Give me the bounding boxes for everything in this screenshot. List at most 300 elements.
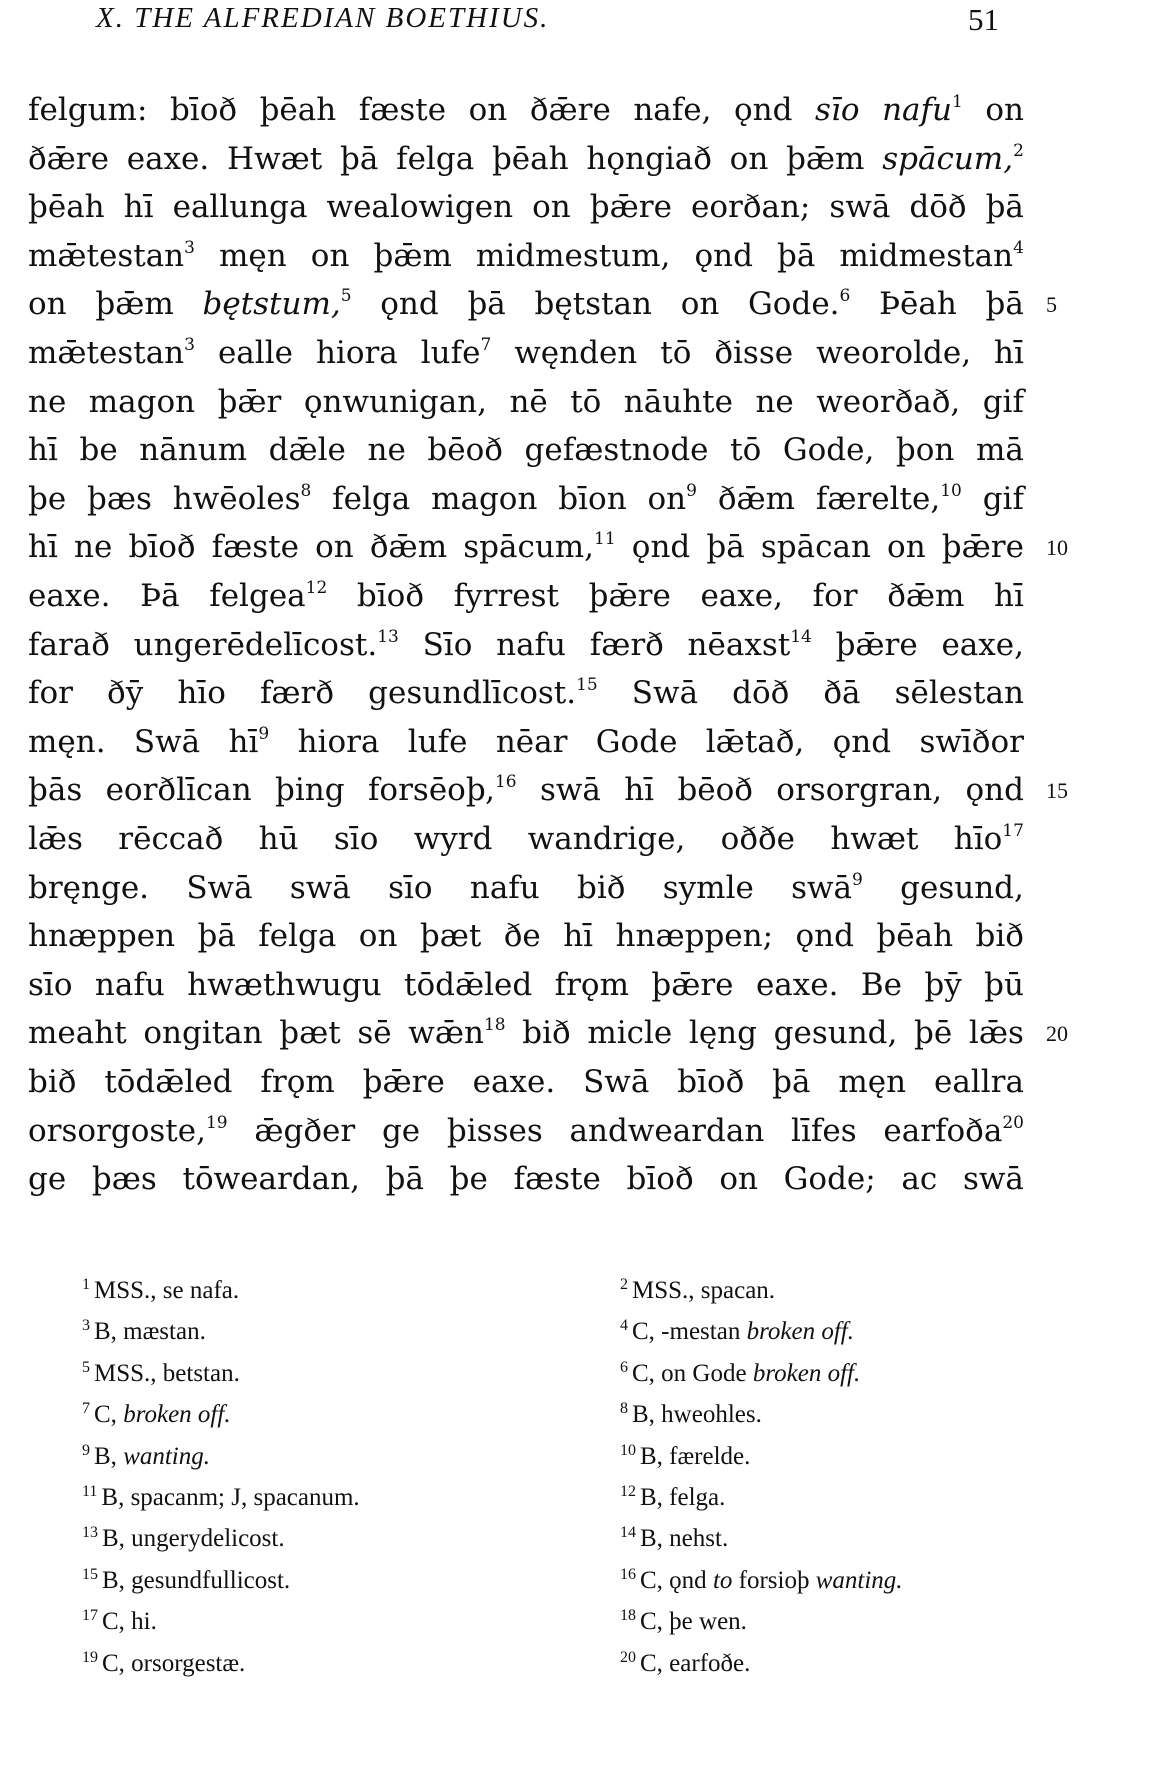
text-line	[28, 621, 1024, 670]
text-run: færð	[259, 675, 335, 712]
word	[986, 280, 1024, 329]
text-run: ðā	[823, 675, 861, 712]
text-run: bēoð	[427, 432, 503, 469]
footnote	[82, 1643, 245, 1684]
text-run: swā	[962, 1161, 1024, 1198]
word	[589, 572, 671, 621]
text-run: hīo	[953, 821, 1003, 857]
word	[816, 378, 960, 427]
word	[368, 426, 406, 475]
word	[813, 572, 858, 621]
word	[380, 280, 438, 329]
word	[260, 669, 334, 718]
word	[388, 864, 433, 913]
footnote-ref: 4	[620, 1317, 628, 1335]
word	[279, 1009, 340, 1058]
footnote-ref: 17	[82, 1607, 98, 1625]
word	[28, 572, 111, 621]
word	[756, 961, 839, 1010]
text-run: ðȳ	[107, 675, 144, 712]
text-run: węnden	[514, 335, 638, 371]
text-run: fæste	[358, 92, 447, 128]
word	[269, 426, 346, 475]
word	[334, 815, 379, 864]
text-line	[28, 523, 1024, 572]
footnote-ref: 6	[839, 286, 851, 307]
text-run: on	[28, 286, 67, 323]
text-run: þā	[776, 237, 816, 274]
word	[470, 864, 540, 913]
text-run: hī	[228, 723, 259, 760]
page-number: 51	[968, 2, 999, 37]
text-run: þing	[275, 772, 345, 809]
word	[791, 1107, 857, 1156]
word	[229, 718, 270, 767]
word	[596, 718, 678, 767]
text-line	[28, 572, 1024, 621]
text-run: MSS., se nafa.	[94, 1277, 240, 1304]
footnote	[82, 1601, 157, 1642]
text-run: þēah	[259, 92, 337, 128]
text-run: þe	[449, 1161, 488, 1198]
text-run: wanting.	[815, 1566, 903, 1594]
text-run: sīo	[333, 821, 379, 857]
footnote	[82, 1353, 240, 1394]
word	[311, 232, 350, 281]
text-run: færð	[589, 626, 664, 663]
word	[783, 426, 874, 475]
word	[895, 669, 1024, 718]
word	[901, 1155, 937, 1204]
line-number: 20	[1046, 1021, 1068, 1047]
text-run: færelte,	[815, 480, 941, 517]
text-run: ealle	[217, 335, 293, 371]
text-run: ǫnd	[380, 286, 439, 323]
text-run: broken off.	[746, 1318, 854, 1346]
word	[887, 523, 926, 572]
text-run: felga	[332, 480, 411, 517]
text-run: þās	[28, 772, 83, 809]
text-run: þǣm	[373, 237, 452, 274]
word	[92, 1155, 157, 1204]
word	[772, 1058, 810, 1107]
word	[632, 669, 698, 718]
footnote-ref: 18	[483, 1015, 506, 1036]
text-run: on	[310, 237, 350, 274]
word	[420, 912, 481, 961]
word	[983, 378, 1024, 427]
text-run: þā	[772, 1064, 811, 1100]
text-run: Be	[860, 966, 902, 1003]
word	[28, 426, 58, 475]
text-run: Gode,	[782, 432, 875, 469]
text-run: hiora	[315, 335, 398, 371]
text-run: C, ǫnd	[640, 1566, 713, 1594]
text-run: bīoð	[626, 1161, 694, 1198]
text-run: ne	[367, 432, 406, 469]
footnote-ref: 13	[82, 1524, 98, 1542]
text-run: C,	[94, 1401, 124, 1429]
text-run: fyrrest	[453, 578, 559, 614]
footnote	[82, 1560, 290, 1601]
text-run: þēah	[28, 189, 105, 226]
word	[829, 183, 890, 232]
word	[28, 475, 66, 524]
text-run: Swā	[631, 675, 699, 712]
text-run: ǫnd	[734, 92, 793, 128]
word	[632, 523, 690, 572]
word	[795, 912, 853, 961]
text-run: þǣre	[941, 529, 1024, 566]
text-run: wealowigen	[326, 189, 514, 226]
text-run: þā	[467, 286, 506, 323]
text-run: ne	[755, 383, 794, 420]
word	[963, 1155, 1024, 1204]
footnote-ref: 16	[620, 1565, 636, 1583]
text-run: Gode.	[748, 286, 840, 323]
text-run: nafu	[469, 869, 540, 906]
text-run: hī	[624, 772, 655, 809]
word	[87, 475, 152, 524]
text-run: męn	[838, 1064, 907, 1100]
text-run: swā	[829, 189, 891, 226]
text-run: sēlestan	[894, 675, 1024, 712]
word	[838, 1058, 906, 1107]
text-run: bēoð	[677, 772, 753, 809]
text-run: B, færelde.	[640, 1442, 751, 1470]
text-run: nāuhte	[623, 383, 733, 420]
word	[28, 1155, 66, 1204]
text-run: C, þe wen.	[640, 1608, 747, 1636]
text-run: dǣle	[268, 432, 346, 469]
text-run: frǫm	[554, 966, 629, 1003]
word	[815, 86, 860, 135]
text-run: felga	[396, 140, 475, 177]
text-run: C, orsorgestæ.	[102, 1649, 246, 1677]
text-run: forsioþ	[732, 1566, 816, 1594]
text-run: nafu	[496, 626, 566, 663]
text-run: þæt	[279, 1015, 341, 1052]
word	[259, 815, 299, 864]
text-run: ǣgðer	[254, 1112, 356, 1149]
text-run: hū	[258, 821, 299, 857]
word	[540, 766, 601, 815]
word	[28, 1107, 228, 1156]
word	[396, 135, 474, 184]
word	[275, 766, 345, 815]
text-run: rēccað	[118, 821, 224, 857]
text-run: hīo	[177, 675, 226, 712]
word	[134, 621, 399, 670]
word	[28, 961, 73, 1010]
text-run: hī	[994, 335, 1024, 371]
text-run: spācum,	[463, 529, 595, 566]
word	[791, 864, 863, 913]
text-line	[28, 1058, 1024, 1107]
word	[577, 864, 625, 913]
text-run: eaxe.	[28, 578, 111, 614]
text-run: þǣre	[589, 189, 672, 226]
text-run: farað	[28, 626, 110, 663]
footnote-ref: 7	[480, 335, 492, 355]
text-run: þē	[914, 1015, 953, 1052]
word	[590, 621, 664, 670]
word	[784, 1155, 876, 1204]
text-run: lǣtað,	[705, 723, 805, 760]
text-run: þēah	[491, 140, 569, 177]
word	[28, 718, 106, 767]
text-run: magon	[88, 383, 196, 420]
text-run: þā	[985, 189, 1024, 226]
text-run: orsorgoste,	[28, 1112, 206, 1149]
footnote	[620, 1601, 747, 1642]
word	[587, 1009, 672, 1058]
word	[368, 669, 598, 718]
text-run: mǣtestan	[28, 237, 185, 274]
word	[28, 912, 175, 961]
text-run: þǣre	[651, 966, 734, 1003]
text-run: þæs	[87, 480, 152, 517]
word	[994, 572, 1024, 621]
footnote-ref: 3	[184, 237, 195, 258]
text-run: wanting.	[123, 1442, 211, 1470]
text-run: on	[887, 529, 926, 566]
footnote-ref: 14	[790, 626, 812, 647]
text-line	[28, 718, 1024, 767]
word	[421, 329, 492, 378]
word	[382, 1107, 420, 1156]
word	[694, 232, 752, 281]
text-run: ðǣre	[28, 140, 109, 177]
text-run: gif	[982, 480, 1024, 517]
text-run: męn.	[28, 723, 106, 760]
text-run: eallra	[933, 1064, 1024, 1100]
word	[984, 961, 1024, 1010]
word	[909, 183, 966, 232]
word	[89, 378, 195, 427]
word	[535, 280, 652, 329]
text-run: sīo	[28, 966, 73, 1003]
text-run: B, gesundfullicost.	[102, 1566, 291, 1594]
word	[496, 621, 566, 670]
text-run: þǣre	[588, 578, 671, 614]
word	[363, 1058, 445, 1107]
text-run: on	[315, 529, 354, 566]
word	[187, 961, 381, 1010]
text-run: felgum:	[28, 92, 148, 128]
word	[219, 232, 287, 281]
word	[227, 135, 322, 184]
footnote	[620, 1477, 725, 1518]
word	[370, 523, 447, 572]
text-run: bętstum,	[202, 286, 341, 323]
text-run: eallunga	[172, 189, 308, 226]
text-run: sē	[357, 1015, 392, 1052]
word	[469, 86, 508, 135]
word	[218, 329, 293, 378]
word	[732, 669, 789, 718]
text-run: oððe	[720, 821, 795, 857]
word	[689, 1009, 757, 1058]
text-run: micle	[587, 1015, 673, 1052]
footnote-ref: 20	[620, 1648, 636, 1666]
footnote-ref: 14	[620, 1524, 636, 1542]
word	[691, 183, 810, 232]
word	[414, 815, 493, 864]
text-run: sīo	[388, 869, 433, 906]
word	[900, 864, 1024, 913]
text-run: nēaxst	[687, 626, 791, 663]
word	[28, 280, 67, 329]
word	[128, 523, 195, 572]
text-run: B, spacanm; J, spacanum.	[101, 1484, 360, 1511]
text-run: þæt	[419, 918, 482, 955]
word	[994, 329, 1024, 378]
text-run: ǫnwunigan,	[303, 383, 487, 420]
text-run: Þēah	[879, 286, 957, 323]
text-run: bętstan	[534, 286, 652, 323]
word	[688, 621, 812, 670]
text-run: ungerēdelīcost.	[133, 626, 378, 663]
text-run: þā	[706, 529, 745, 566]
text-run: þā	[385, 1161, 424, 1198]
text-line	[28, 329, 1024, 378]
text-run: sīo	[815, 92, 860, 128]
word	[570, 1107, 765, 1156]
word	[28, 135, 109, 184]
text-run: gesundlīcost.	[368, 675, 577, 712]
word	[975, 912, 1023, 961]
footnote-ref: 10	[940, 480, 962, 501]
text-run: ðǣre	[529, 92, 611, 128]
word	[260, 1058, 334, 1107]
word	[816, 475, 962, 524]
word	[882, 135, 1024, 184]
word	[467, 280, 505, 329]
footnote	[620, 1518, 728, 1559]
footnote	[82, 1518, 285, 1559]
word	[558, 475, 626, 524]
text-run: ge	[381, 1112, 421, 1149]
word	[954, 815, 1024, 864]
word	[177, 669, 226, 718]
word	[570, 378, 601, 427]
word	[776, 766, 942, 815]
text-run: ðǣm	[717, 480, 796, 517]
text-run: þǣm	[786, 140, 865, 177]
word	[730, 135, 769, 184]
word	[700, 572, 783, 621]
word	[28, 183, 105, 232]
word	[525, 426, 709, 475]
text-run: lufe	[420, 335, 481, 371]
text-run: for	[28, 675, 73, 712]
word	[139, 426, 247, 475]
text-run: þǣre	[835, 626, 918, 663]
text-run: spācan	[760, 529, 871, 566]
word	[454, 572, 559, 621]
word	[532, 183, 571, 232]
word	[95, 961, 165, 1010]
text-line	[28, 426, 1024, 475]
word	[492, 135, 569, 184]
text-run: ðisse	[714, 335, 794, 371]
word	[530, 86, 611, 135]
word	[633, 86, 711, 135]
footnote-ref: 11	[594, 529, 616, 550]
text-run: lǣs	[28, 821, 83, 857]
text-run: bīoð	[169, 92, 238, 128]
word	[254, 1107, 355, 1156]
text-run: Hwæt	[227, 140, 323, 177]
text-run: ǫnd	[694, 237, 753, 274]
word	[755, 378, 793, 427]
footnote-ref: 12	[305, 578, 328, 598]
word	[450, 1155, 488, 1204]
footnote-ref: 9	[852, 869, 863, 890]
line-number: 5	[1046, 292, 1057, 318]
text-run: nēar	[495, 723, 568, 760]
text-run: bið	[577, 869, 626, 906]
footnote-ref: 6	[620, 1358, 628, 1376]
word	[28, 329, 195, 378]
word	[985, 86, 1024, 135]
word	[496, 718, 568, 767]
footnote-ref: 13	[377, 626, 399, 647]
text-run: bið	[28, 1064, 77, 1100]
text-run: spācum,	[882, 140, 1014, 177]
word	[677, 1058, 744, 1107]
word	[774, 1009, 898, 1058]
text-run: hiora	[297, 723, 380, 760]
word	[28, 1058, 76, 1107]
text-run: felgea	[209, 578, 306, 614]
text-run: hī	[563, 918, 594, 955]
word	[663, 864, 754, 913]
text-line	[28, 1107, 1024, 1156]
footnote-ref: 15	[576, 675, 598, 696]
word	[504, 912, 541, 961]
word	[514, 329, 637, 378]
text-run: on	[729, 140, 769, 177]
word	[706, 718, 805, 767]
text-run: eaxe.	[755, 966, 839, 1003]
footnote-ref: 20	[1002, 1112, 1024, 1133]
word	[218, 378, 282, 427]
text-run: B,	[94, 1442, 124, 1470]
word	[28, 1009, 127, 1058]
text-run: hnæppen	[28, 918, 176, 955]
text-run: ge	[28, 1161, 67, 1198]
word	[104, 1058, 232, 1107]
word	[258, 912, 336, 961]
footnote	[620, 1270, 775, 1311]
text-run: ǫnd	[965, 772, 1024, 809]
word	[28, 815, 83, 864]
word	[463, 523, 615, 572]
text-run: gesund,	[773, 1015, 898, 1052]
footnote-ref: 19	[205, 1112, 228, 1133]
word	[408, 1009, 505, 1058]
text-run: ðǣm	[369, 529, 448, 566]
text-run: meaht	[28, 1015, 127, 1052]
word	[965, 766, 1023, 815]
text-run: Gode	[595, 723, 678, 760]
text-run: swīðor	[919, 723, 1024, 760]
footnote-ref: 8	[300, 480, 312, 501]
text-run: tōweardan,	[182, 1161, 360, 1198]
word	[528, 815, 686, 864]
